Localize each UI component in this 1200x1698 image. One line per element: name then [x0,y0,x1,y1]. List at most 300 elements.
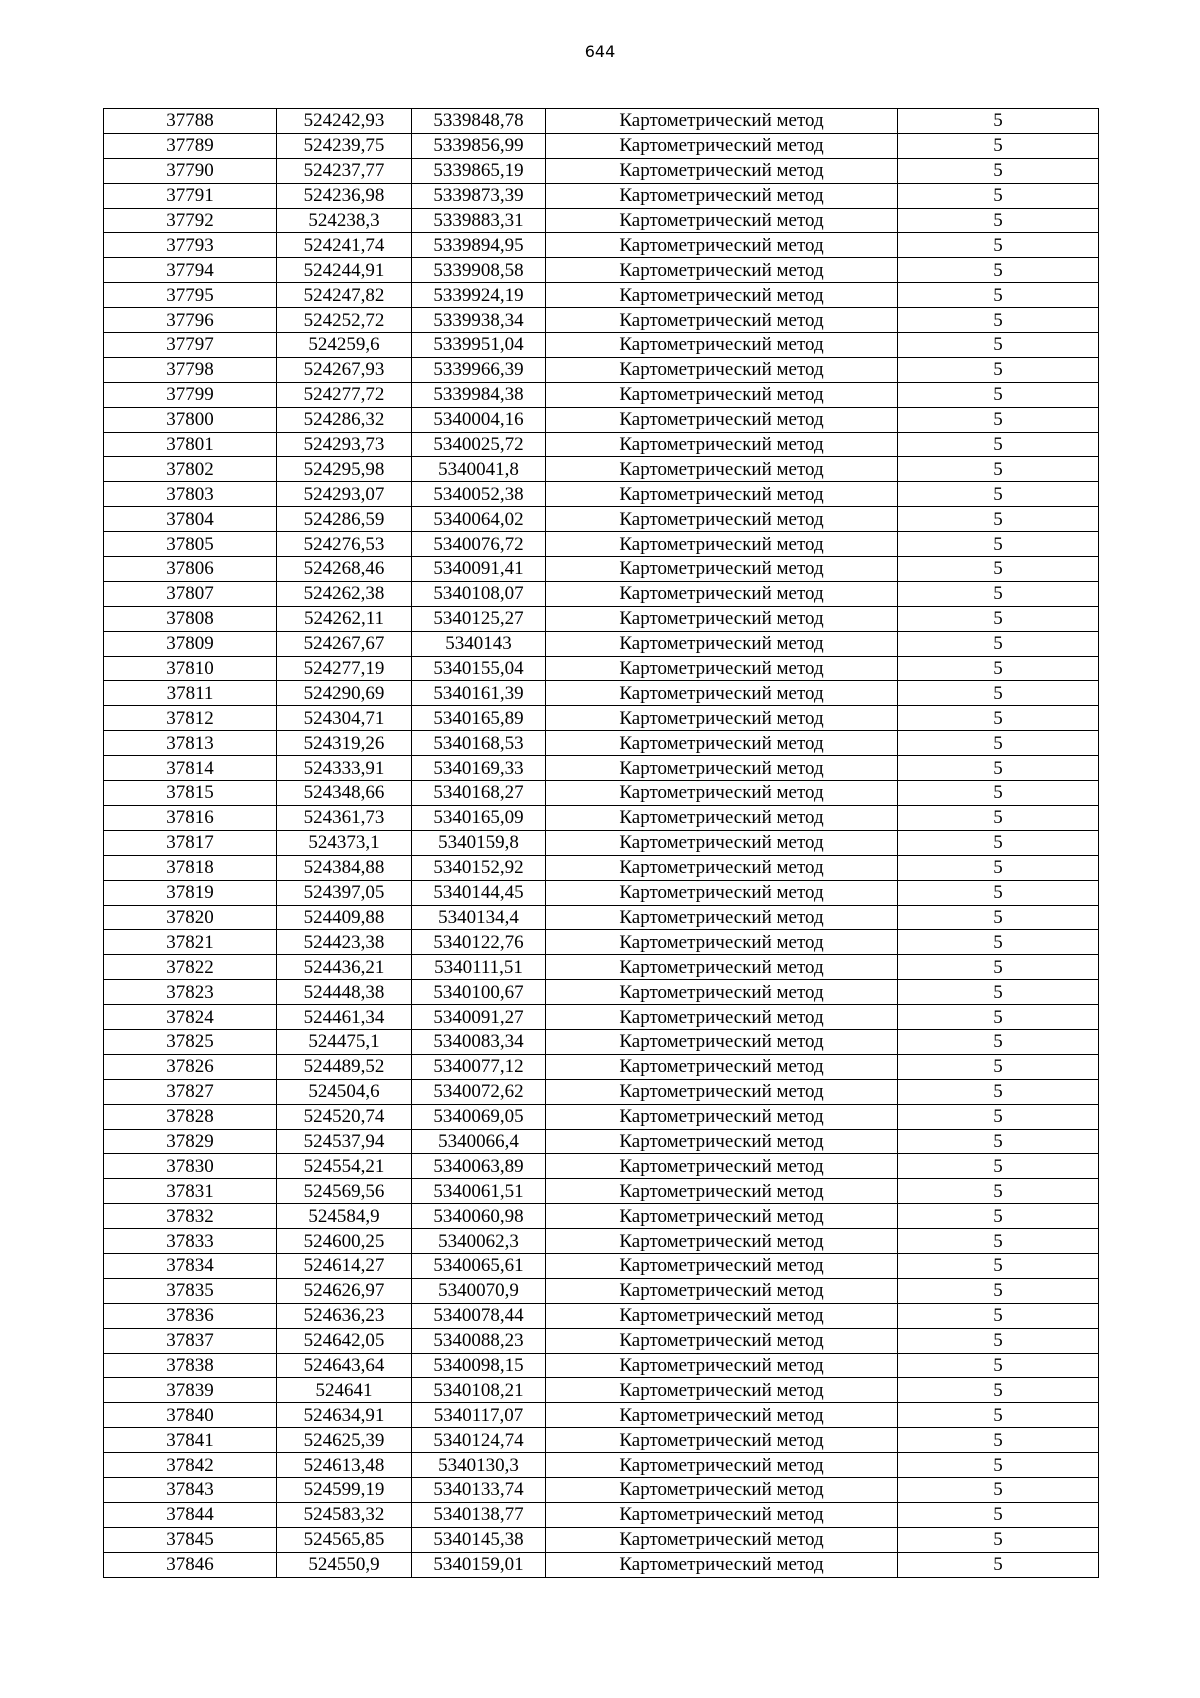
method-cell: Картометрический метод [546,1154,898,1179]
method-cell: Картометрический метод [546,1029,898,1054]
table-row [104,333,1099,358]
point-number-cell: 37804 [104,507,277,532]
table-row [104,158,1099,183]
x-coordinate-cell: 524489,52 [277,1054,412,1079]
method-cell: Картометрический метод [546,258,898,283]
table-row [104,1229,1099,1254]
x-coordinate-cell: 524267,67 [277,631,412,656]
y-coordinate-cell: 5339966,39 [412,357,546,382]
y-coordinate-cell: 5339924,19 [412,283,546,308]
method-cell: Картометрический метод [546,905,898,930]
x-coordinate-cell: 524276,53 [277,532,412,557]
table-row [104,1428,1099,1453]
method-cell: Картометрический метод [546,1179,898,1204]
method-cell: Картометрический метод [546,1005,898,1030]
table-row [104,1353,1099,1378]
point-number-cell: 37793 [104,233,277,258]
y-coordinate-cell: 5340130,3 [412,1453,546,1478]
accuracy-cell: 5 [898,507,1099,532]
accuracy-cell: 5 [898,1054,1099,1079]
table-row [104,1403,1099,1428]
table-row [104,382,1099,407]
y-coordinate-cell: 5340165,89 [412,706,546,731]
table-row [104,532,1099,557]
method-cell: Картометрический метод [546,1477,898,1502]
accuracy-cell: 5 [898,1129,1099,1154]
accuracy-cell: 5 [898,1378,1099,1403]
x-coordinate-cell: 524348,66 [277,781,412,806]
x-coordinate-cell: 524286,59 [277,507,412,532]
accuracy-cell: 5 [898,1453,1099,1478]
method-cell: Картометрический метод [546,880,898,905]
method-cell: Картометрический метод [546,1378,898,1403]
x-coordinate-cell: 524600,25 [277,1229,412,1254]
point-number-cell: 37822 [104,955,277,980]
y-coordinate-cell: 5340155,04 [412,656,546,681]
point-number-cell: 37806 [104,557,277,582]
accuracy-cell: 5 [898,308,1099,333]
method-cell: Картометрический метод [546,606,898,631]
point-number-cell: 37821 [104,930,277,955]
point-number-cell: 37813 [104,731,277,756]
table-row [104,1253,1099,1278]
page-number: 644 [584,42,616,61]
accuracy-cell: 5 [898,382,1099,407]
table-row [104,1154,1099,1179]
method-cell: Картометрический метод [546,1403,898,1428]
y-coordinate-cell: 5340077,12 [412,1054,546,1079]
accuracy-cell: 5 [898,855,1099,880]
x-coordinate-cell: 524304,71 [277,706,412,731]
y-coordinate-cell: 5339951,04 [412,333,546,358]
x-coordinate-cell: 524614,27 [277,1253,412,1278]
x-coordinate-cell: 524293,73 [277,432,412,457]
point-number-cell: 37841 [104,1428,277,1453]
y-coordinate-cell: 5340152,92 [412,855,546,880]
method-cell: Картометрический метод [546,681,898,706]
point-number-cell: 37819 [104,880,277,905]
method-cell: Картометрический метод [546,507,898,532]
table-row [104,1502,1099,1527]
accuracy-cell: 5 [898,880,1099,905]
table-row [104,1079,1099,1104]
y-coordinate-cell: 5339908,58 [412,258,546,283]
table-row [104,805,1099,830]
point-number-cell: 37835 [104,1278,277,1303]
point-number-cell: 37805 [104,532,277,557]
coordinates-table-body [104,109,1099,1578]
y-coordinate-cell: 5340145,38 [412,1527,546,1552]
point-number-cell: 37829 [104,1129,277,1154]
point-number-cell: 37845 [104,1527,277,1552]
accuracy-cell: 5 [898,258,1099,283]
method-cell: Картометрический метод [546,1328,898,1353]
x-coordinate-cell: 524286,32 [277,407,412,432]
accuracy-cell: 5 [898,208,1099,233]
method-cell: Картометрический метод [546,980,898,1005]
x-coordinate-cell: 524397,05 [277,880,412,905]
table-row [104,955,1099,980]
point-number-cell: 37843 [104,1477,277,1502]
method-cell: Картометрический метод [546,1502,898,1527]
table-row [104,581,1099,606]
method-cell: Картометрический метод [546,109,898,134]
method-cell: Картометрический метод [546,457,898,482]
point-number-cell: 37828 [104,1104,277,1129]
table-row [104,1328,1099,1353]
point-number-cell: 37836 [104,1303,277,1328]
accuracy-cell: 5 [898,631,1099,656]
x-coordinate-cell: 524448,38 [277,980,412,1005]
y-coordinate-cell: 5340159,8 [412,830,546,855]
y-coordinate-cell: 5340064,02 [412,507,546,532]
accuracy-cell: 5 [898,1179,1099,1204]
x-coordinate-cell: 524565,85 [277,1527,412,1552]
x-coordinate-cell: 524267,93 [277,357,412,382]
y-coordinate-cell: 5340078,44 [412,1303,546,1328]
y-coordinate-cell: 5340165,09 [412,805,546,830]
table-row [104,656,1099,681]
x-coordinate-cell: 524626,97 [277,1278,412,1303]
method-cell: Картометрический метод [546,706,898,731]
table-row [104,1378,1099,1403]
x-coordinate-cell: 524634,91 [277,1403,412,1428]
y-coordinate-cell: 5340144,45 [412,880,546,905]
method-cell: Картометрический метод [546,756,898,781]
accuracy-cell: 5 [898,1005,1099,1030]
accuracy-cell: 5 [898,1477,1099,1502]
point-number-cell: 37798 [104,357,277,382]
table-row [104,208,1099,233]
point-number-cell: 37811 [104,681,277,706]
accuracy-cell: 5 [898,681,1099,706]
y-coordinate-cell: 5340088,23 [412,1328,546,1353]
point-number-cell: 37840 [104,1403,277,1428]
point-number-cell: 37799 [104,382,277,407]
accuracy-cell: 5 [898,283,1099,308]
accuracy-cell: 5 [898,1029,1099,1054]
table-row [104,706,1099,731]
table-row [104,756,1099,781]
method-cell: Картометрический метод [546,1278,898,1303]
y-coordinate-cell: 5340108,07 [412,581,546,606]
x-coordinate-cell: 524643,64 [277,1353,412,1378]
accuracy-cell: 5 [898,1527,1099,1552]
method-cell: Картометрический метод [546,1204,898,1229]
method-cell: Картометрический метод [546,731,898,756]
accuracy-cell: 5 [898,1428,1099,1453]
method-cell: Картометрический метод [546,955,898,980]
x-coordinate-cell: 524241,74 [277,233,412,258]
y-coordinate-cell: 5340041,8 [412,457,546,482]
accuracy-cell: 5 [898,1229,1099,1254]
x-coordinate-cell: 524238,3 [277,208,412,233]
accuracy-cell: 5 [898,333,1099,358]
accuracy-cell: 5 [898,781,1099,806]
point-number-cell: 37795 [104,283,277,308]
x-coordinate-cell: 524504,6 [277,1079,412,1104]
y-coordinate-cell: 5340168,53 [412,731,546,756]
x-coordinate-cell: 524583,32 [277,1502,412,1527]
x-coordinate-cell: 524641 [277,1378,412,1403]
method-cell: Картометрический метод [546,781,898,806]
x-coordinate-cell: 524247,82 [277,283,412,308]
method-cell: Картометрический метод [546,333,898,358]
point-number-cell: 37810 [104,656,277,681]
x-coordinate-cell: 524252,72 [277,308,412,333]
table-row [104,557,1099,582]
method-cell: Картометрический метод [546,133,898,158]
accuracy-cell: 5 [898,1253,1099,1278]
accuracy-cell: 5 [898,407,1099,432]
table-row [104,1527,1099,1552]
method-cell: Картометрический метод [546,581,898,606]
point-number-cell: 37846 [104,1552,277,1577]
y-coordinate-cell: 5340069,05 [412,1104,546,1129]
point-number-cell: 37832 [104,1204,277,1229]
method-cell: Картометрический метод [546,158,898,183]
point-number-cell: 37794 [104,258,277,283]
x-coordinate-cell: 524295,98 [277,457,412,482]
y-coordinate-cell: 5340125,27 [412,606,546,631]
y-coordinate-cell: 5340169,33 [412,756,546,781]
coordinates-table [103,108,1099,1578]
x-coordinate-cell: 524599,19 [277,1477,412,1502]
method-cell: Картометрический метод [546,1303,898,1328]
method-cell: Картометрический метод [546,183,898,208]
accuracy-cell: 5 [898,1353,1099,1378]
accuracy-cell: 5 [898,557,1099,582]
point-number-cell: 37842 [104,1453,277,1478]
y-coordinate-cell: 5340122,76 [412,930,546,955]
point-number-cell: 37823 [104,980,277,1005]
x-coordinate-cell: 524436,21 [277,955,412,980]
method-cell: Картометрический метод [546,1527,898,1552]
x-coordinate-cell: 524569,56 [277,1179,412,1204]
y-coordinate-cell: 5340133,74 [412,1477,546,1502]
method-cell: Картометрический метод [546,1229,898,1254]
y-coordinate-cell: 5339873,39 [412,183,546,208]
method-cell: Картометрический метод [546,407,898,432]
method-cell: Картометрический метод [546,432,898,457]
point-number-cell: 37816 [104,805,277,830]
accuracy-cell: 5 [898,1403,1099,1428]
point-number-cell: 37788 [104,109,277,134]
method-cell: Картометрический метод [546,930,898,955]
method-cell: Картометрический метод [546,208,898,233]
accuracy-cell: 5 [898,1204,1099,1229]
accuracy-cell: 5 [898,233,1099,258]
accuracy-cell: 5 [898,1328,1099,1353]
y-coordinate-cell: 5340066,4 [412,1129,546,1154]
table-row [104,283,1099,308]
y-coordinate-cell: 5340159,01 [412,1552,546,1577]
accuracy-cell: 5 [898,183,1099,208]
table-row [104,830,1099,855]
accuracy-cell: 5 [898,158,1099,183]
accuracy-cell: 5 [898,109,1099,134]
y-coordinate-cell: 5340052,38 [412,482,546,507]
method-cell: Картометрический метод [546,830,898,855]
table-row [104,1204,1099,1229]
x-coordinate-cell: 524537,94 [277,1129,412,1154]
point-number-cell: 37838 [104,1353,277,1378]
x-coordinate-cell: 524584,9 [277,1204,412,1229]
point-number-cell: 37800 [104,407,277,432]
accuracy-cell: 5 [898,357,1099,382]
accuracy-cell: 5 [898,457,1099,482]
accuracy-cell: 5 [898,905,1099,930]
y-coordinate-cell: 5340063,89 [412,1154,546,1179]
accuracy-cell: 5 [898,606,1099,631]
y-coordinate-cell: 5340091,27 [412,1005,546,1030]
table-row [104,183,1099,208]
accuracy-cell: 5 [898,805,1099,830]
table-row [104,731,1099,756]
y-coordinate-cell: 5339865,19 [412,158,546,183]
method-cell: Картометрический метод [546,1253,898,1278]
y-coordinate-cell: 5340062,3 [412,1229,546,1254]
y-coordinate-cell: 5340098,15 [412,1353,546,1378]
x-coordinate-cell: 524236,98 [277,183,412,208]
y-coordinate-cell: 5340004,16 [412,407,546,432]
point-number-cell: 37831 [104,1179,277,1204]
method-cell: Картометрический метод [546,308,898,333]
method-cell: Картометрический метод [546,1104,898,1129]
y-coordinate-cell: 5339938,34 [412,308,546,333]
x-coordinate-cell: 524262,38 [277,581,412,606]
method-cell: Картометрический метод [546,1079,898,1104]
method-cell: Картометрический метод [546,233,898,258]
table-row [104,930,1099,955]
y-coordinate-cell: 5340117,07 [412,1403,546,1428]
point-number-cell: 37790 [104,158,277,183]
y-coordinate-cell: 5340065,61 [412,1253,546,1278]
point-number-cell: 37834 [104,1253,277,1278]
point-number-cell: 37815 [104,781,277,806]
accuracy-cell: 5 [898,955,1099,980]
table-row [104,855,1099,880]
table-row [104,1453,1099,1478]
method-cell: Картометрический метод [546,656,898,681]
accuracy-cell: 5 [898,656,1099,681]
point-number-cell: 37817 [104,830,277,855]
table-row [104,507,1099,532]
x-coordinate-cell: 524244,91 [277,258,412,283]
point-number-cell: 37825 [104,1029,277,1054]
x-coordinate-cell: 524636,23 [277,1303,412,1328]
y-coordinate-cell: 5339848,78 [412,109,546,134]
y-coordinate-cell: 5340070,9 [412,1278,546,1303]
accuracy-cell: 5 [898,1278,1099,1303]
x-coordinate-cell: 524333,91 [277,756,412,781]
table-row [104,482,1099,507]
x-coordinate-cell: 524520,74 [277,1104,412,1129]
table-row [104,1104,1099,1129]
point-number-cell: 37818 [104,855,277,880]
table-row [104,133,1099,158]
method-cell: Картометрический метод [546,1428,898,1453]
point-number-cell: 37796 [104,308,277,333]
y-coordinate-cell: 5340072,62 [412,1079,546,1104]
y-coordinate-cell: 5340076,72 [412,532,546,557]
accuracy-cell: 5 [898,482,1099,507]
table-row [104,1129,1099,1154]
y-coordinate-cell: 5339883,31 [412,208,546,233]
y-coordinate-cell: 5340143 [412,631,546,656]
accuracy-cell: 5 [898,532,1099,557]
point-number-cell: 37789 [104,133,277,158]
table-row [104,1303,1099,1328]
point-number-cell: 37830 [104,1154,277,1179]
table-row [104,1179,1099,1204]
table-row [104,1054,1099,1079]
table-row [104,606,1099,631]
method-cell: Картометрический метод [546,1129,898,1154]
point-number-cell: 37802 [104,457,277,482]
y-coordinate-cell: 5340083,34 [412,1029,546,1054]
method-cell: Картометрический метод [546,482,898,507]
x-coordinate-cell: 524268,46 [277,557,412,582]
x-coordinate-cell: 524319,26 [277,731,412,756]
method-cell: Картометрический метод [546,805,898,830]
method-cell: Картометрический метод [546,382,898,407]
accuracy-cell: 5 [898,1104,1099,1129]
x-coordinate-cell: 524475,1 [277,1029,412,1054]
x-coordinate-cell: 524550,9 [277,1552,412,1577]
method-cell: Картометрический метод [546,1353,898,1378]
method-cell: Картометрический метод [546,631,898,656]
method-cell: Картометрический метод [546,1054,898,1079]
method-cell: Картометрический метод [546,357,898,382]
x-coordinate-cell: 524423,38 [277,930,412,955]
table-row [104,781,1099,806]
y-coordinate-cell: 5339984,38 [412,382,546,407]
accuracy-cell: 5 [898,432,1099,457]
point-number-cell: 37809 [104,631,277,656]
table-row [104,407,1099,432]
accuracy-cell: 5 [898,1502,1099,1527]
y-coordinate-cell: 5340161,39 [412,681,546,706]
x-coordinate-cell: 524290,69 [277,681,412,706]
point-number-cell: 37812 [104,706,277,731]
x-coordinate-cell: 524259,6 [277,333,412,358]
y-coordinate-cell: 5340025,72 [412,432,546,457]
point-number-cell: 37827 [104,1079,277,1104]
point-number-cell: 37801 [104,432,277,457]
point-number-cell: 37833 [104,1229,277,1254]
y-coordinate-cell: 5339856,99 [412,133,546,158]
point-number-cell: 37839 [104,1378,277,1403]
method-cell: Картометрический метод [546,1453,898,1478]
method-cell: Картометрический метод [546,283,898,308]
point-number-cell: 37791 [104,183,277,208]
point-number-cell: 37792 [104,208,277,233]
method-cell: Картометрический метод [546,557,898,582]
accuracy-cell: 5 [898,1154,1099,1179]
x-coordinate-cell: 524642,05 [277,1328,412,1353]
table-row [104,1278,1099,1303]
point-number-cell: 37807 [104,581,277,606]
table-row [104,457,1099,482]
x-coordinate-cell: 524239,75 [277,133,412,158]
method-cell: Картометрический метод [546,855,898,880]
table-row [104,631,1099,656]
accuracy-cell: 5 [898,756,1099,781]
x-coordinate-cell: 524277,19 [277,656,412,681]
point-number-cell: 37824 [104,1005,277,1030]
table-row [104,880,1099,905]
